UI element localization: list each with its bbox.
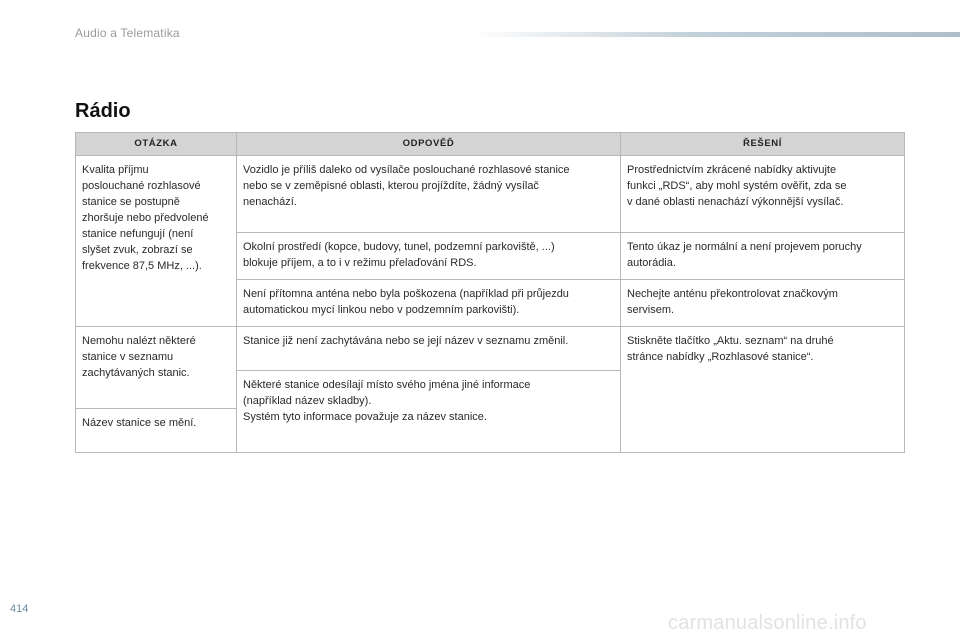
answer-text: Některé stanice odesílají místo svého jména jiné informace (například název skladby). Systém tyto informace považuje za název stanice. [243, 379, 531, 423]
solution-cell [621, 280, 905, 327]
answer-text: Stanice již není zachytávána nebo se její název v seznamu změnil. [243, 335, 569, 347]
header-decor-bar [470, 32, 960, 37]
column-header-solution: ŘEŠENÍ [621, 133, 905, 156]
answer-cell [237, 327, 621, 371]
column-header-question: OTÁZKA [76, 133, 237, 156]
watermark: carmanualsonline.info [668, 612, 867, 634]
solution-text: Tento úkaz je normální a není projevem poruchy autorádia. [627, 241, 862, 269]
question-text: Kvalita příjmu poslouchané rozhlasové stanice se postupně zhoršuje nebo předvolené stanice nefungují (není slyšet zvuk, zobrazí se frekvence 87,5 MHz, ...). [82, 164, 209, 272]
solution-cell [621, 327, 905, 453]
question-text: Název stanice se mění. [82, 417, 197, 429]
question-text: Nemohu nalézt některé stanice v seznamu zachytávaných stanic. [82, 335, 196, 379]
answer-text: Okolní prostředí (kopce, budovy, tunel, podzemní parkoviště, ...) blokuje příjem, a to i v režimu přelaďování RDS. [243, 241, 555, 269]
answer-cell [237, 233, 621, 280]
solution-text: Prostřednictvím zkrácené nabídky aktivujte funkci „RDS“, aby mohl systém ověřit, zda se v dané oblasti nenachází výkonnější vysílač. [627, 164, 847, 208]
solution-cell [621, 156, 905, 233]
answer-cell [237, 156, 621, 233]
table-header-row [76, 133, 905, 156]
answer-cell [237, 280, 621, 327]
page-number: 414 [10, 603, 29, 615]
question-cell [76, 156, 237, 327]
answer-cell [237, 371, 621, 453]
column-header-answer: ODPOVĚĎ [237, 133, 621, 156]
solution-cell [621, 233, 905, 280]
table-row [76, 327, 905, 371]
answer-text: Není přítomna anténa nebo byla poškozena (například při průjezdu automatickou mycí linkou nebo v podzemním parkovišti). [243, 288, 569, 316]
answer-text: Vozidlo je příliš daleko od vysílače poslouchané rozhlasové stanice nebo se v zeměpisné oblasti, kterou projíždíte, žádný vysílač nenachází. [243, 164, 570, 208]
question-cell [76, 327, 237, 409]
solution-text: Stiskněte tlačítko „Aktu. seznam“ na druhé stránce nabídky „Rozhlasové stanice“. [627, 335, 834, 363]
radio-faq-table [75, 132, 905, 453]
table-row [76, 156, 905, 233]
solution-text: Nechejte anténu překontrolovat značkovým servisem. [627, 288, 838, 316]
question-cell [76, 409, 237, 453]
chapter-header: Audio a Telematika [75, 26, 180, 40]
section-title: Rádio [75, 100, 131, 122]
